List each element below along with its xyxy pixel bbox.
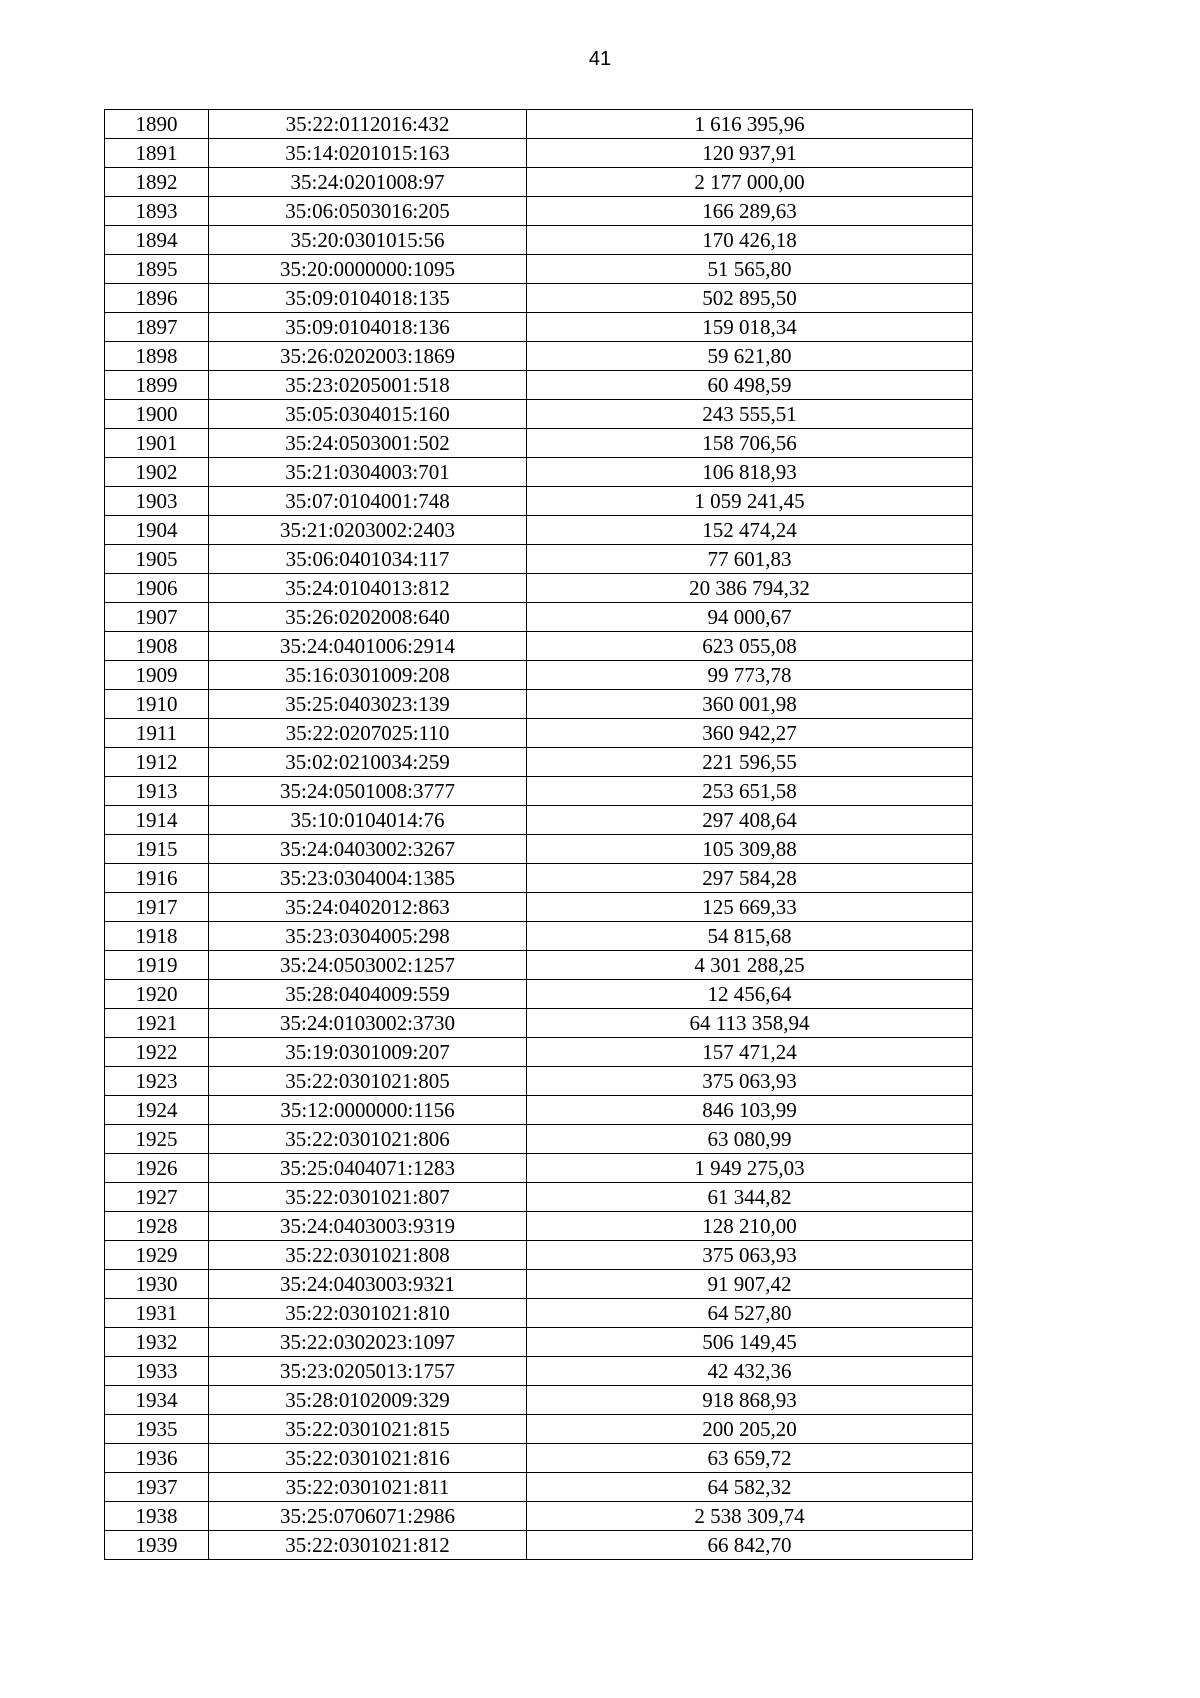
cadastral-number-cell: 35:02:0210034:259 [209, 748, 527, 777]
table-row [105, 835, 973, 864]
cadastral-number-cell: 35:25:0403023:139 [209, 690, 527, 719]
table-row [105, 1357, 973, 1386]
table-row [105, 1270, 973, 1299]
row-number-cell: 1918 [105, 922, 209, 951]
cadastral-value-cell: 1 059 241,45 [527, 487, 973, 516]
cadastral-number-cell: 35:24:0503001:502 [209, 429, 527, 458]
cadastral-number-cell: 35:22:0112016:432 [209, 110, 527, 139]
cadastral-value-cell: 502 895,50 [527, 284, 973, 313]
table-row [105, 1299, 973, 1328]
row-number-cell: 1930 [105, 1270, 209, 1299]
row-number-cell: 1911 [105, 719, 209, 748]
row-number-cell: 1896 [105, 284, 209, 313]
cadastral-value-cell: 51 565,80 [527, 255, 973, 284]
row-number-cell: 1913 [105, 777, 209, 806]
table-row [105, 719, 973, 748]
cadastral-value-cell: 61 344,82 [527, 1183, 973, 1212]
row-number-cell: 1926 [105, 1154, 209, 1183]
row-number-cell: 1937 [105, 1473, 209, 1502]
row-number-cell: 1908 [105, 632, 209, 661]
row-number-cell: 1912 [105, 748, 209, 777]
cadastral-value-cell: 120 937,91 [527, 139, 973, 168]
row-number-cell: 1927 [105, 1183, 209, 1212]
cadastral-number-cell: 35:06:0401034:117 [209, 545, 527, 574]
cadastral-number-cell: 35:22:0301021:815 [209, 1415, 527, 1444]
table-row [105, 1415, 973, 1444]
cadastral-value-cell: 297 408,64 [527, 806, 973, 835]
table-row [105, 574, 973, 603]
cadastral-number-cell: 35:10:0104014:76 [209, 806, 527, 835]
row-number-cell: 1934 [105, 1386, 209, 1415]
row-number-cell: 1901 [105, 429, 209, 458]
table-row [105, 1096, 973, 1125]
row-number-cell: 1936 [105, 1444, 209, 1473]
row-number-cell: 1902 [105, 458, 209, 487]
cadastral-value-cell: 159 018,34 [527, 313, 973, 342]
cadastral-value-cell: 2 538 309,74 [527, 1502, 973, 1531]
table-row [105, 139, 973, 168]
row-number-cell: 1897 [105, 313, 209, 342]
table-row [105, 1328, 973, 1357]
row-number-cell: 1900 [105, 400, 209, 429]
cadastral-value-cell: 128 210,00 [527, 1212, 973, 1241]
cadastral-number-cell: 35:22:0301021:816 [209, 1444, 527, 1473]
table-row [105, 1502, 973, 1531]
table-row [105, 197, 973, 226]
cadastral-value-cell: 918 868,93 [527, 1386, 973, 1415]
row-number-cell: 1903 [105, 487, 209, 516]
row-number-cell: 1929 [105, 1241, 209, 1270]
cadastral-number-cell: 35:28:0102009:329 [209, 1386, 527, 1415]
cadastral-number-cell: 35:24:0103002:3730 [209, 1009, 527, 1038]
cadastral-value-cell: 12 456,64 [527, 980, 973, 1009]
row-number-cell: 1893 [105, 197, 209, 226]
table-row [105, 603, 973, 632]
cadastral-number-cell: 35:22:0301021:806 [209, 1125, 527, 1154]
cadastral-value-cell: 42 432,36 [527, 1357, 973, 1386]
cadastral-number-cell: 35:22:0301021:807 [209, 1183, 527, 1212]
row-number-cell: 1919 [105, 951, 209, 980]
cadastral-value-cell: 4 301 288,25 [527, 951, 973, 980]
row-number-cell: 1904 [105, 516, 209, 545]
cadastral-number-cell: 35:24:0201008:97 [209, 168, 527, 197]
cadastral-number-cell: 35:21:0304003:701 [209, 458, 527, 487]
cadastral-number-cell: 35:26:0202003:1869 [209, 342, 527, 371]
cadastral-value-cell: 297 584,28 [527, 864, 973, 893]
table-row [105, 1154, 973, 1183]
table-row [105, 168, 973, 197]
table-row [105, 922, 973, 951]
table-row [105, 255, 973, 284]
cadastral-number-cell: 35:19:0301009:207 [209, 1038, 527, 1067]
cadastral-number-cell: 35:20:0301015:56 [209, 226, 527, 255]
table-row [105, 1009, 973, 1038]
row-number-cell: 1925 [105, 1125, 209, 1154]
cadastral-number-cell: 35:09:0104018:136 [209, 313, 527, 342]
cadastral-value-cell: 360 001,98 [527, 690, 973, 719]
row-number-cell: 1938 [105, 1502, 209, 1531]
table-row [105, 284, 973, 313]
cadastral-value-cell: 157 471,24 [527, 1038, 973, 1067]
table-row [105, 313, 973, 342]
table-row [105, 1444, 973, 1473]
row-number-cell: 1894 [105, 226, 209, 255]
cadastral-value-cell: 60 498,59 [527, 371, 973, 400]
table-row [105, 690, 973, 719]
cadastral-number-cell: 35:24:0104013:812 [209, 574, 527, 603]
row-number-cell: 1933 [105, 1357, 209, 1386]
cadastral-value-cell: 1 616 395,96 [527, 110, 973, 139]
cadastral-number-cell: 35:22:0301021:805 [209, 1067, 527, 1096]
cadastral-number-cell: 35:21:0203002:2403 [209, 516, 527, 545]
cadastral-value-cell: 64 113 358,94 [527, 1009, 973, 1038]
cadastral-value-cell: 221 596,55 [527, 748, 973, 777]
cadastral-number-cell: 35:22:0301021:808 [209, 1241, 527, 1270]
cadastral-value-cell: 59 621,80 [527, 342, 973, 371]
cadastral-value-cell: 105 309,88 [527, 835, 973, 864]
row-number-cell: 1909 [105, 661, 209, 690]
row-number-cell: 1928 [105, 1212, 209, 1241]
table-row [105, 1067, 973, 1096]
cadastral-value-cell: 243 555,51 [527, 400, 973, 429]
cadastral-value-cell: 94 000,67 [527, 603, 973, 632]
cadastral-value-cell: 63 080,99 [527, 1125, 973, 1154]
cadastral-number-cell: 35:23:0205013:1757 [209, 1357, 527, 1386]
cadastral-number-cell: 35:22:0301021:812 [209, 1531, 527, 1560]
cadastral-value-cell: 2 177 000,00 [527, 168, 973, 197]
cadastral-value-cell: 152 474,24 [527, 516, 973, 545]
table-row [105, 545, 973, 574]
cadastral-value-cell: 170 426,18 [527, 226, 973, 255]
cadastral-number-cell: 35:20:0000000:1095 [209, 255, 527, 284]
table-row [105, 429, 973, 458]
row-number-cell: 1931 [105, 1299, 209, 1328]
cadastral-number-cell: 35:22:0301021:810 [209, 1299, 527, 1328]
cadastral-value-cell: 63 659,72 [527, 1444, 973, 1473]
cadastral-value-cell: 125 669,33 [527, 893, 973, 922]
cadastral-number-cell: 35:24:0503002:1257 [209, 951, 527, 980]
row-number-cell: 1895 [105, 255, 209, 284]
table-row [105, 1212, 973, 1241]
table-row [105, 226, 973, 255]
cadastral-number-cell: 35:05:0304015:160 [209, 400, 527, 429]
table-row [105, 110, 973, 139]
table-row [105, 661, 973, 690]
cadastral-number-cell: 35:23:0304005:298 [209, 922, 527, 951]
cadastral-number-cell: 35:28:0404009:559 [209, 980, 527, 1009]
cadastral-value-cell: 91 907,42 [527, 1270, 973, 1299]
cadastral-number-cell: 35:24:0403003:9321 [209, 1270, 527, 1299]
cadastral-value-cell: 106 818,93 [527, 458, 973, 487]
table-row [105, 951, 973, 980]
table-row [105, 1386, 973, 1415]
cadastral-number-cell: 35:06:0503016:205 [209, 197, 527, 226]
cadastral-number-cell: 35:22:0207025:110 [209, 719, 527, 748]
table-row [105, 1183, 973, 1212]
cadastral-number-cell: 35:07:0104001:748 [209, 487, 527, 516]
row-number-cell: 1921 [105, 1009, 209, 1038]
row-number-cell: 1892 [105, 168, 209, 197]
table-row [105, 1125, 973, 1154]
cadastral-value-cell: 846 103,99 [527, 1096, 973, 1125]
cadastral-number-cell: 35:24:0501008:3777 [209, 777, 527, 806]
cadastral-value-cell: 1 949 275,03 [527, 1154, 973, 1183]
cadastral-value-cell: 20 386 794,32 [527, 574, 973, 603]
row-number-cell: 1916 [105, 864, 209, 893]
cadastral-value-cell: 375 063,93 [527, 1067, 973, 1096]
cadastral-value-cell: 166 289,63 [527, 197, 973, 226]
table-row [105, 1531, 973, 1560]
cadastral-value-cell: 506 149,45 [527, 1328, 973, 1357]
row-number-cell: 1935 [105, 1415, 209, 1444]
cadastral-value-cell: 360 942,27 [527, 719, 973, 748]
cadastral-number-cell: 35:22:0301021:811 [209, 1473, 527, 1502]
cadastral-value-cell: 54 815,68 [527, 922, 973, 951]
table-row [105, 980, 973, 1009]
table-row [105, 371, 973, 400]
cadastral-number-cell: 35:22:0302023:1097 [209, 1328, 527, 1357]
row-number-cell: 1898 [105, 342, 209, 371]
cadastral-number-cell: 35:25:0404071:1283 [209, 1154, 527, 1183]
table-row [105, 806, 973, 835]
row-number-cell: 1910 [105, 690, 209, 719]
table-row [105, 1241, 973, 1270]
table-row [105, 1038, 973, 1067]
cadastral-number-cell: 35:09:0104018:135 [209, 284, 527, 313]
cadastral-number-cell: 35:14:0201015:163 [209, 139, 527, 168]
cadastral-number-cell: 35:12:0000000:1156 [209, 1096, 527, 1125]
row-number-cell: 1923 [105, 1067, 209, 1096]
row-number-cell: 1932 [105, 1328, 209, 1357]
cadastral-number-cell: 35:24:0403003:9319 [209, 1212, 527, 1241]
cadastral-number-cell: 35:23:0304004:1385 [209, 864, 527, 893]
cadastral-number-cell: 35:16:0301009:208 [209, 661, 527, 690]
cadastral-value-cell: 158 706,56 [527, 429, 973, 458]
table-row [105, 748, 973, 777]
table-row [105, 777, 973, 806]
row-number-cell: 1924 [105, 1096, 209, 1125]
table-row [105, 516, 973, 545]
row-number-cell: 1907 [105, 603, 209, 632]
row-number-cell: 1914 [105, 806, 209, 835]
table-row [105, 893, 973, 922]
row-number-cell: 1905 [105, 545, 209, 574]
table-row [105, 487, 973, 516]
cadastral-value-cell: 64 582,32 [527, 1473, 973, 1502]
cadastral-value-cell: 375 063,93 [527, 1241, 973, 1270]
cadastral-value-cell: 200 205,20 [527, 1415, 973, 1444]
cadastral-number-cell: 35:24:0401006:2914 [209, 632, 527, 661]
row-number-cell: 1891 [105, 139, 209, 168]
table-row [105, 1473, 973, 1502]
table-row [105, 342, 973, 371]
table-row [105, 400, 973, 429]
cadastral-number-cell: 35:24:0403002:3267 [209, 835, 527, 864]
cadastral-value-cell: 77 601,83 [527, 545, 973, 574]
row-number-cell: 1915 [105, 835, 209, 864]
row-number-cell: 1890 [105, 110, 209, 139]
cadastral-value-cell: 253 651,58 [527, 777, 973, 806]
cadastral-number-cell: 35:25:0706071:2986 [209, 1502, 527, 1531]
cadastral-number-cell: 35:24:0402012:863 [209, 893, 527, 922]
row-number-cell: 1939 [105, 1531, 209, 1560]
row-number-cell: 1899 [105, 371, 209, 400]
cadastral-value-table [104, 109, 973, 1560]
table-body [105, 110, 973, 1560]
row-number-cell: 1917 [105, 893, 209, 922]
table-row [105, 864, 973, 893]
page-number: 41 [588, 48, 612, 70]
table-row [105, 458, 973, 487]
cadastral-value-cell: 66 842,70 [527, 1531, 973, 1560]
cadastral-number-cell: 35:26:0202008:640 [209, 603, 527, 632]
cadastral-value-cell: 64 527,80 [527, 1299, 973, 1328]
row-number-cell: 1922 [105, 1038, 209, 1067]
cadastral-value-cell: 99 773,78 [527, 661, 973, 690]
cadastral-value-cell: 623 055,08 [527, 632, 973, 661]
cadastral-number-cell: 35:23:0205001:518 [209, 371, 527, 400]
row-number-cell: 1906 [105, 574, 209, 603]
row-number-cell: 1920 [105, 980, 209, 1009]
table-row [105, 632, 973, 661]
